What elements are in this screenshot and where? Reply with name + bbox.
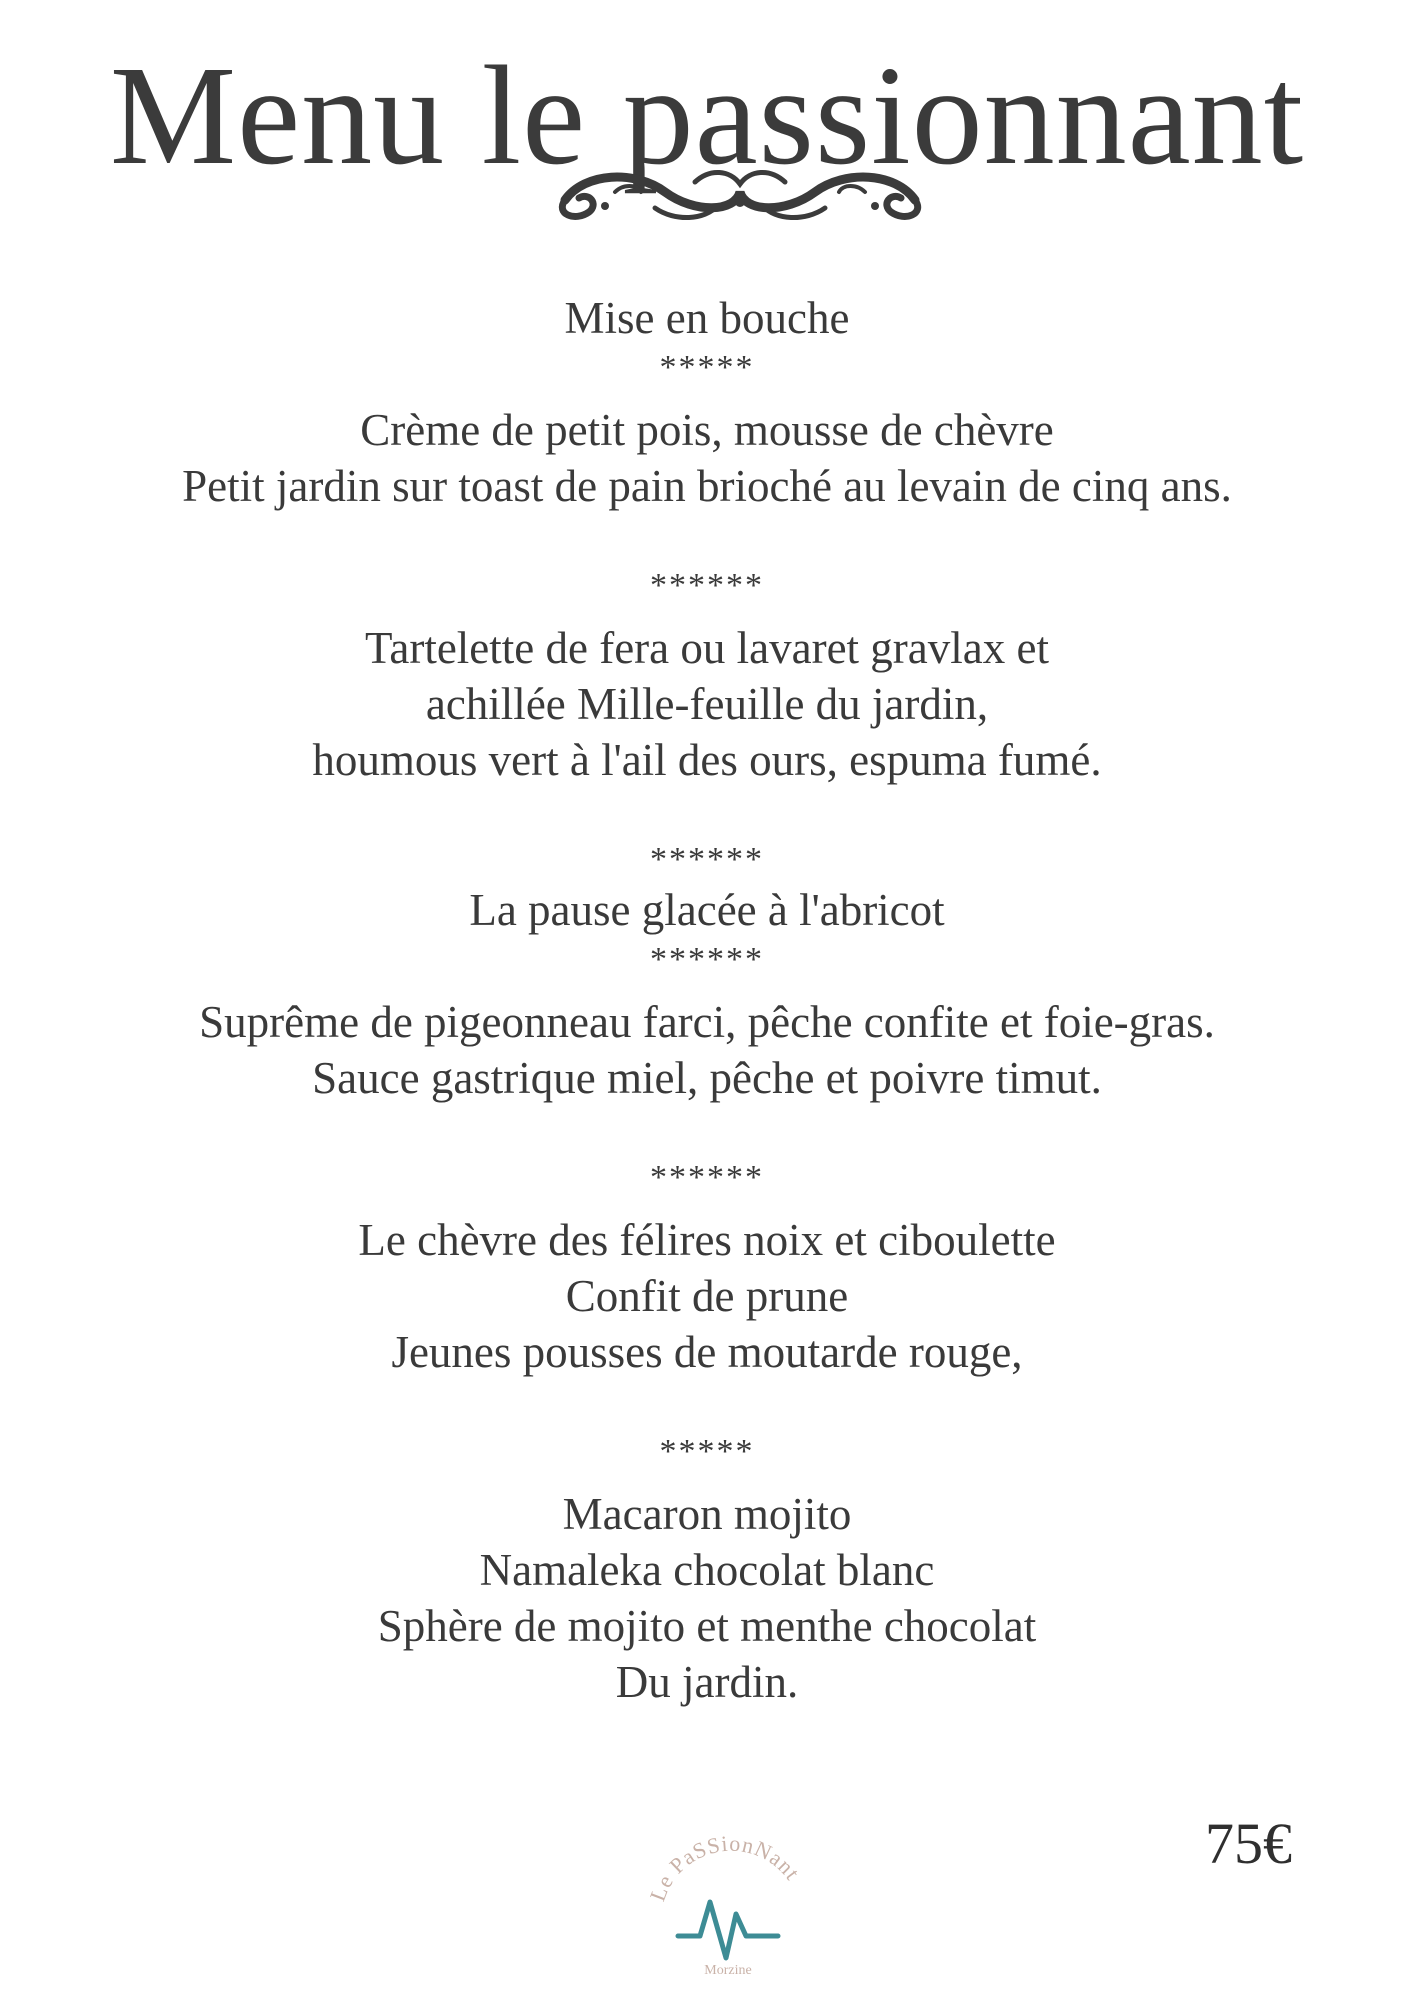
- course-line: Petit jardin sur toast de pain brioché au levain de cinq ans.: [182, 461, 1232, 511]
- course-line: Sphère de mojito et menthe chocolat: [377, 1601, 1037, 1651]
- ornament-flourish-icon: [545, 162, 935, 228]
- course-separator: ******: [650, 941, 764, 978]
- course-separator: *****: [659, 1433, 755, 1470]
- course-line: achillée Mille-feuille du jardin,: [425, 679, 989, 729]
- logo-location: Morzine: [704, 1963, 752, 1978]
- course-separator: ******: [650, 841, 764, 878]
- course-line: Confit de prune: [565, 1271, 849, 1321]
- course-line: Tartelette de fera ou lavaret gravlax et: [365, 623, 1049, 673]
- course-line: Suprême de pigeonneau farci, pêche confite et foie-gras.: [199, 997, 1215, 1047]
- course-separator: ******: [650, 567, 764, 604]
- course-heading-amuse-bouche: Mise en bouche: [564, 293, 850, 343]
- restaurant-logo: [640, 1808, 820, 1978]
- course-heading-pause-glacee: La pause glacée à l'abricot: [469, 885, 945, 935]
- menu-price: 75€: [1205, 1811, 1292, 1876]
- svg-text:Le PaSSionNant: [645, 1831, 806, 1905]
- course-line: Le chèvre des félires noix et ciboulette: [358, 1215, 1056, 1265]
- course-line: Jeunes pousses de moutarde rouge,: [391, 1327, 1023, 1377]
- page-title: Menu le passionnant: [109, 36, 1305, 194]
- course-line: houmous vert à l'ail des ours, espuma fumé.: [312, 735, 1102, 785]
- course-line: Du jardin.: [615, 1657, 799, 1707]
- course-line: Sauce gastrique miel, pêche et poivre timut.: [312, 1053, 1102, 1103]
- heartbeat-line-icon: [678, 1902, 778, 1958]
- course-line: Namaleka chocolat blanc: [479, 1545, 935, 1595]
- course-separator: *****: [659, 349, 755, 386]
- menu-courses: [0, 290, 1414, 1710]
- course-separator: ******: [650, 1159, 764, 1196]
- course-line: Macaron mojito: [562, 1489, 852, 1539]
- logo-name: Le PaSSionNant: [644, 1830, 806, 1905]
- course-line: Crème de petit pois, mousse de chèvre: [360, 405, 1054, 455]
